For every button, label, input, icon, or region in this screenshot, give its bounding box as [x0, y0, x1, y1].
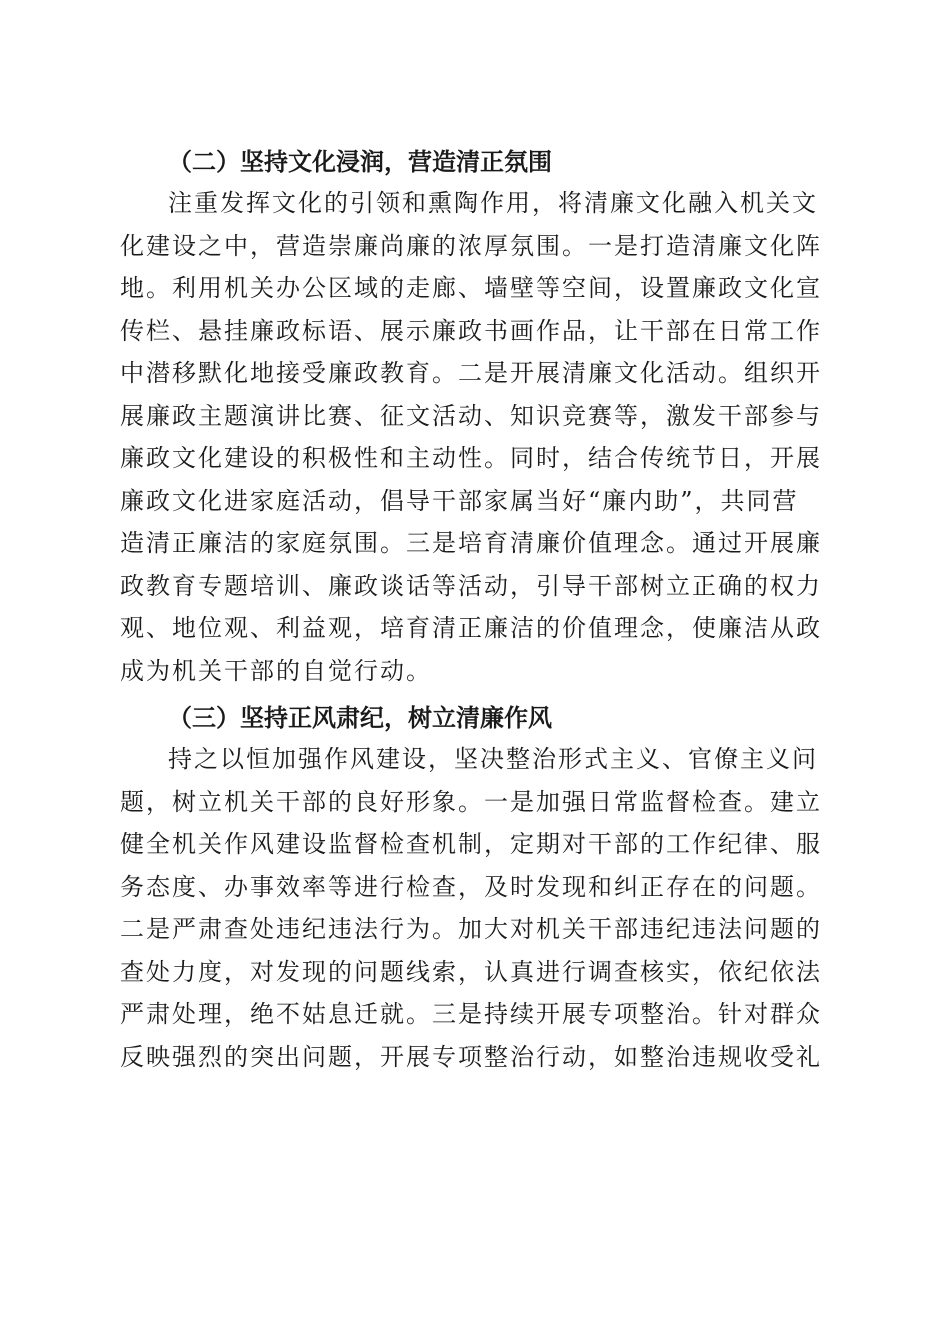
paragraph-line: 成为机关干部的自觉行动。	[120, 656, 432, 685]
paragraph-line: 化建设之中，营造崇廉尚廉的浓厚氛围。一是打造清廉文化阵	[120, 231, 822, 260]
paragraph-line: 反映强烈的突出问题，开展专项整治行动，如整治违规收受礼	[120, 1042, 822, 1071]
paragraph-line: 传栏、悬挂廉政标语、展示廉政书画作品，让干部在日常工作	[120, 316, 822, 345]
paragraph-line: 廉政文化进家庭活动，倡导干部家属当好“廉内助”，共同营	[120, 486, 799, 515]
paragraph-line: 持之以恒加强作风建设，坚决整治形式主义、官僚主义问	[168, 745, 818, 773]
section-heading-2: （二）坚持文化浸润，营造清正氛围	[168, 147, 552, 176]
paragraph-line: 造清正廉洁的家庭氛围。三是培育清廉价值理念。通过开展廉	[120, 529, 822, 557]
paragraph-line: 政教育专题培训、廉政谈话等活动，引导干部树立正确的权力	[120, 571, 822, 600]
paragraph-line: 中潜移默化地接受廉政教育。二是开展清廉文化活动。组织开	[120, 359, 822, 387]
paragraph-line: 二是严肃查处违纪违法行为。加大对机关干部违纪违法问题的	[120, 915, 822, 943]
paragraph-line: 务态度、办事效率等进行检查，及时发现和纠正存在的问题。	[120, 872, 822, 901]
paragraph-line: 注重发挥文化的引领和熏陶作用，将清廉文化融入机关文	[168, 189, 818, 217]
paragraph-line: 地。利用机关办公区域的走廊、墙壁等空间，设置廉政文化宣	[120, 274, 822, 302]
paragraph-line: 查处力度，对发现的问题线索，认真进行调查核实，依纪依法	[120, 957, 822, 986]
document-body	[120, 142, 832, 1078]
paragraph-line: 展廉政主题演讲比赛、征文活动、知识竞赛等，激发干部参与	[120, 401, 822, 430]
paragraph-line: 观、地位观、利益观，培育清正廉洁的价值理念，使廉洁从政	[120, 614, 822, 642]
paragraph-line: 题，树立机关干部的良好形象。一是加强日常监督检查。建立	[120, 787, 822, 816]
section-heading-3: （三）坚持正风肃纪，树立清廉作风	[168, 703, 552, 732]
section-3-paragraph	[120, 738, 832, 1078]
section-2-paragraph	[120, 182, 832, 692]
paragraph-line: 健全机关作风建设监督检查机制，定期对干部的工作纪律、服	[120, 830, 822, 858]
paragraph-line: 严肃处理，绝不姑息迁就。三是持续开展专项整治。针对群众	[120, 1000, 822, 1028]
paragraph-line: 廉政文化建设的积极性和主动性。同时，结合传统节日，开展	[120, 444, 822, 472]
